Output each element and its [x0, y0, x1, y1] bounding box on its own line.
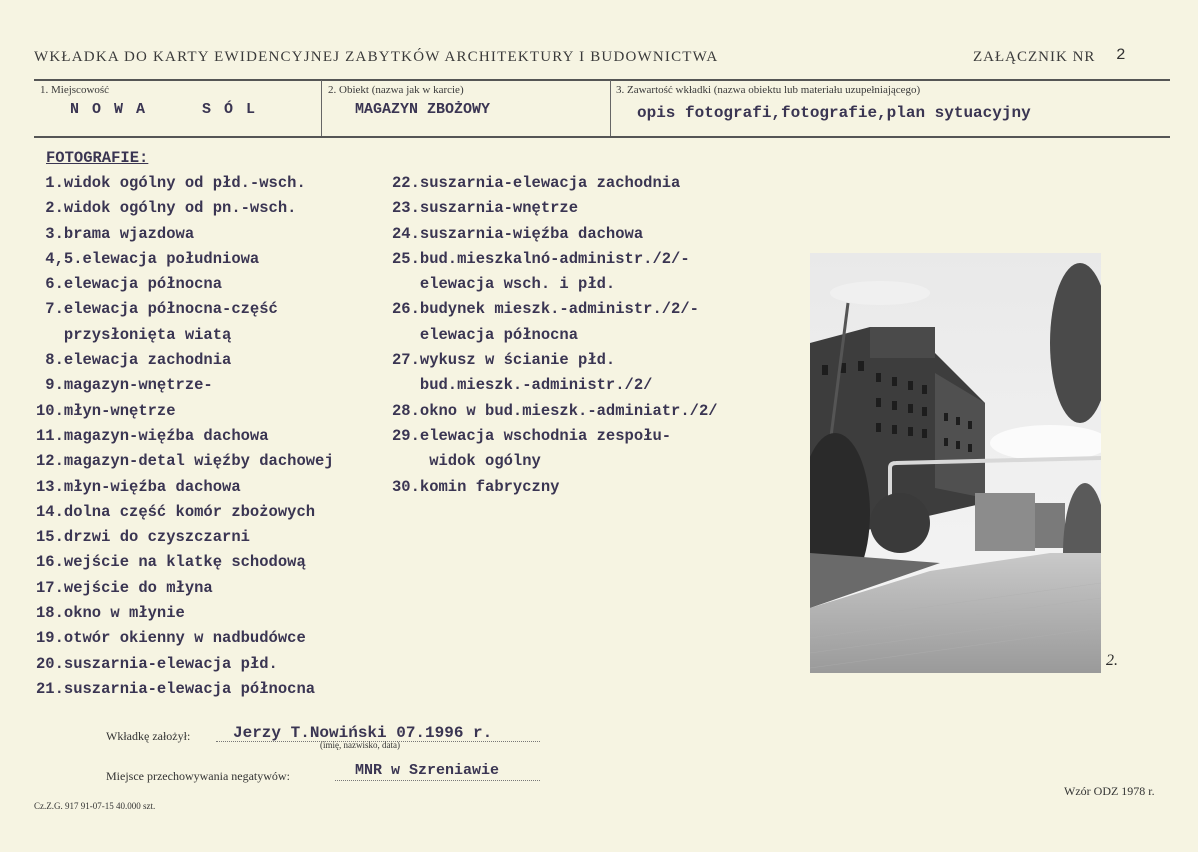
- list-item: 9.magazyn-wnętrze-: [36, 376, 213, 395]
- list-item: 29.elewacja wschodnia zespołu-: [392, 426, 672, 445]
- list-item: 23.suszarnia-wnętrze: [392, 199, 579, 218]
- list-item: 21.suszarnia-elewacja północna: [36, 679, 316, 698]
- attachment-label: ZAŁĄCZNIK NR: [973, 49, 1096, 65]
- list-item: 8.elewacja zachodnia: [36, 351, 232, 370]
- header-bottom-rule: [34, 136, 1170, 138]
- list-item: 7.elewacja północna-część: [36, 300, 278, 319]
- photo-image: [810, 253, 1101, 673]
- list-item: 4,5.elewacja południowa: [36, 249, 260, 268]
- list-item: 19.otwór okienny w nadbudówce: [36, 629, 306, 648]
- list-item: 20.suszarnia-elewacja płd.: [36, 654, 278, 673]
- created-by-value: Jerzy T.Nowiński 07.1996 r.: [233, 724, 493, 742]
- negatives-label: Miejsce przechowywania negatywów:: [106, 769, 290, 783]
- column-divider: [610, 80, 611, 136]
- locality-label: 1. Miejscowość: [40, 84, 110, 96]
- building-photograph: [810, 253, 1101, 673]
- photo-list-left: [36, 171, 334, 702]
- list-item: 18.okno w młynie: [36, 604, 185, 623]
- list-item: 1.widok ogólny od płd.-wsch.: [36, 174, 306, 192]
- form-code: Wzór ODZ 1978 r.: [1064, 784, 1155, 798]
- list-item: widok ogólny: [392, 452, 541, 471]
- attachment-number: 2: [1116, 46, 1126, 64]
- list-item: 11.magazyn-więźba dachowa: [36, 426, 269, 445]
- locality-value: N O W A S Ó L: [70, 101, 258, 118]
- contents-value: opis fotografi,fotografie,plan sytuacyjny: [637, 104, 1031, 122]
- object-label: 2. Obiekt (nazwa jak w karcie): [328, 84, 464, 96]
- list-item: 16.wejście na klatkę schodową: [36, 553, 306, 572]
- list-item: 22.suszarnia-elewacja zachodnia: [392, 174, 681, 192]
- list-item: bud.mieszk.-administr./2/: [392, 376, 653, 395]
- list-item: 3.brama wjazdowa: [36, 224, 195, 243]
- list-item: 6.elewacja północna: [36, 275, 223, 294]
- column-divider: [321, 80, 322, 136]
- list-item: elewacja wsch. i płd.: [392, 275, 616, 294]
- list-item: 27.wykusz w ścianie płd.: [392, 351, 616, 370]
- photo-list-right: [392, 171, 718, 500]
- contents-label: 3. Zawartość wkładki (nazwa obiektu lub materiału uzupełniającego): [616, 84, 921, 96]
- photos-heading: FOTOGRAFIE:: [46, 149, 149, 167]
- header-top-rule: [34, 79, 1170, 81]
- list-item: 13.młyn-więźba dachowa: [36, 477, 241, 496]
- list-item: przysłonięta wiatą: [36, 325, 232, 344]
- list-item: 30.komin fabryczny: [392, 477, 560, 496]
- created-by-hint: (imię, nazwisko, data): [320, 740, 400, 750]
- list-item: 26.budynek mieszk.-administr./2/-: [392, 300, 699, 319]
- list-item: 17.wejście do młyna: [36, 578, 213, 597]
- list-item: 2.widok ogólny od pn.-wsch.: [36, 199, 297, 218]
- created-by-label: Wkładkę założył:: [106, 729, 191, 743]
- negatives-value: MNR w Szreniawie: [355, 762, 500, 779]
- form-title: WKŁADKA DO KARTY EWIDENCYJNEJ ZABYTKÓW ARCHITEKTURY I BUDOWNICTWA: [34, 49, 719, 65]
- object-value: MAGAZYN ZBOŻOWY: [355, 101, 491, 118]
- list-item: 14.dolna część komór zbożowych: [36, 502, 316, 521]
- negatives-line: [335, 780, 540, 781]
- list-item: 24.suszarnia-więźba dachowa: [392, 224, 644, 243]
- print-code: Cz.Z.G. 917 91-07-15 40.000 szt.: [34, 801, 156, 811]
- list-item: 10.młyn-wnętrze: [36, 401, 176, 420]
- list-item: 15.drzwi do czyszczarni: [36, 528, 250, 547]
- list-item: elewacja północna: [392, 325, 579, 344]
- photo-caption: 2.: [1106, 652, 1118, 669]
- list-item: 28.okno w bud.mieszk.-adminiatr./2/: [392, 401, 718, 420]
- list-item: 25.bud.mieszkalnó-administr./2/-: [392, 249, 690, 268]
- list-item: 12.magazyn-detal więźby dachowej: [36, 452, 334, 471]
